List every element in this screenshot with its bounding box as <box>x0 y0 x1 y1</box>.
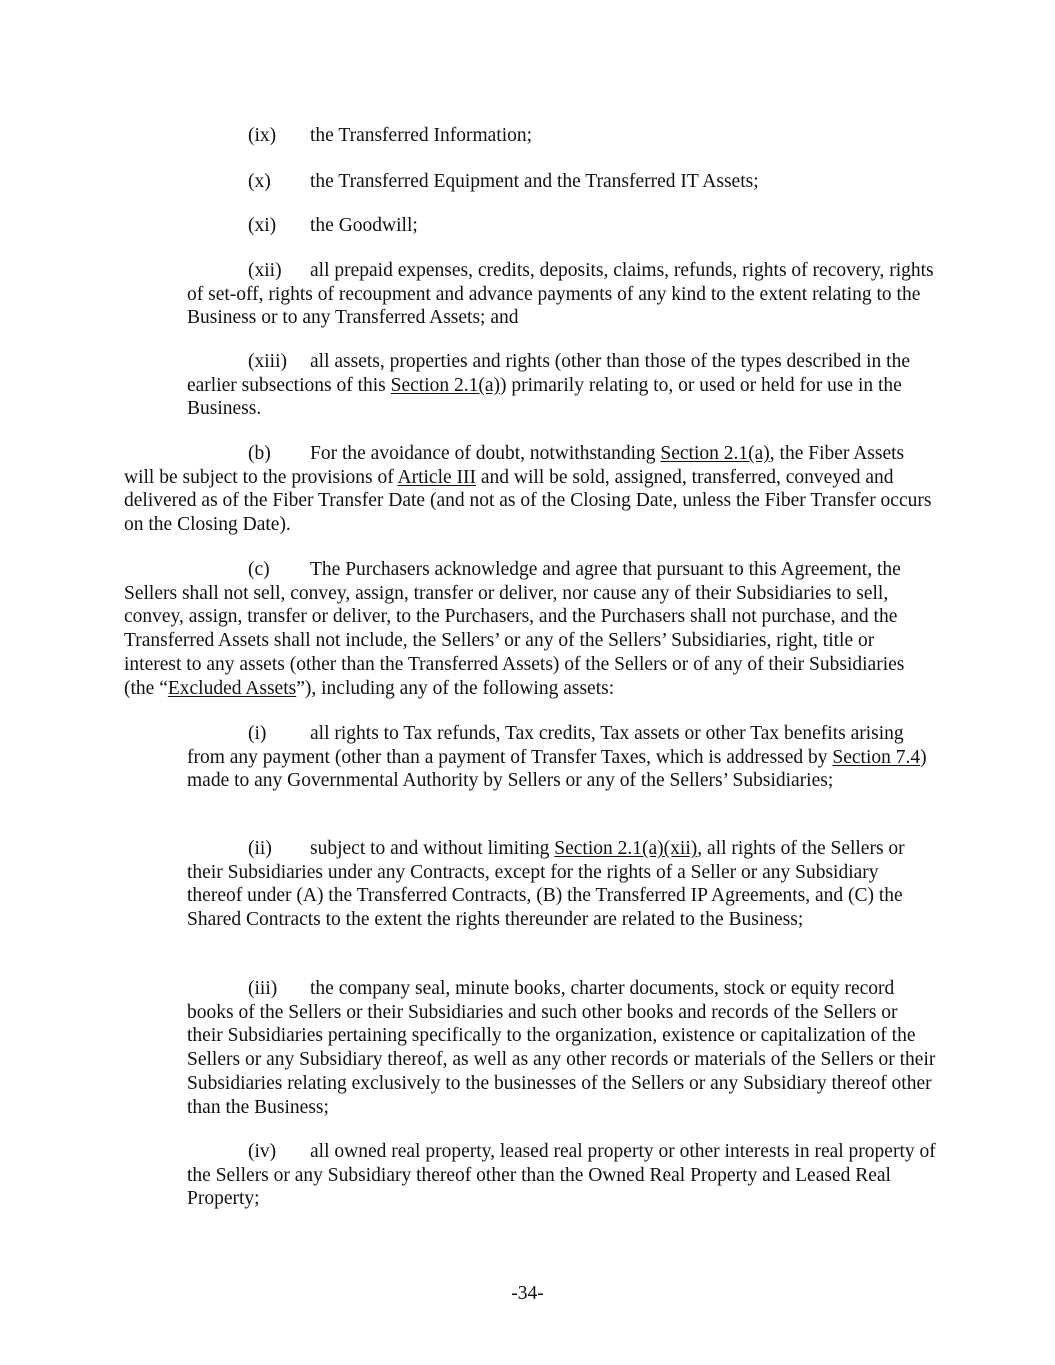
clause-number: (iii) <box>248 978 278 999</box>
defined-term: Excluded Assets <box>167 677 297 699</box>
clause-text: and will be sold, assigned, transferred, conveyed and delivered as of the Fiber Transfer Date (and not as of the Closing Date, unless the Fiber Transfer occurs on the Closing Date). <box>124 466 932 536</box>
clause-number: (x) <box>248 171 271 192</box>
clause-number: (c) <box>248 559 270 580</box>
clause-text: For the avoidance of doubt, notwithstanding <box>310 443 661 464</box>
clause-a-xi <box>187 214 937 238</box>
clause-number: (xi) <box>248 215 277 236</box>
clause-a-ix <box>187 124 937 148</box>
clause-text: subject to and without limiting <box>310 838 555 859</box>
clause-text: the company seal, minute books, charter documents, stock or equity record books of the Sellers or their Subsidiaries and such other books and records of the Sellers or their Subsidiaries pertaining specifically to the organization, existence or capitalization of the Sellers or any Subsidiary thereof, as well as any other records or materials of the Sellers or their Subsidiaries relating exclusively to the businesses of the Sellers or any Subsidiary thereof other than the Business; <box>187 978 936 1118</box>
section-reference: Section 2.1(a) <box>660 443 770 464</box>
clause-text: all rights to Tax refunds, Tax credits, Tax assets or other Tax benefits arising from any payment (other than a payment of Transfer Taxes, which is addressed by <box>187 723 904 768</box>
clause-number: (ii) <box>248 838 272 859</box>
clause-c-i <box>187 722 937 793</box>
clause-text: , all rights of the Sellers or their Subsidiaries under any Contracts, except for the rights of a Seller or any Subsidiary thereof under (A) the Transferred Contracts, (B) the Transferred IP Agreements, and (C) the Shared Contracts to the extent the rights thereunder are related to the Business; <box>187 838 905 931</box>
clause-text: , the Fiber Assets will be subject to the provisions of <box>124 443 905 488</box>
section-reference: Section 7.4 <box>832 746 921 768</box>
clause-text: ”), including any of the following assets: <box>296 677 615 699</box>
clause-text: The Purchasers acknowledge and agree that pursuant to this Agreement, the Sellers shall not sell, convey, assign, transfer or deliver, nor cause any of their Subsidiaries to sell, convey, assign, transfer or deliver, to the Purchasers, and the Purchasers shall not purchase, and the Transferred Assets shall not include, the Sellers’ or any of the Sellers’ Subsidiaries, right, title or interest to any assets (other than the Transferred Assets) of the Sellers or of any of their Subsidiaries (the “ <box>124 559 905 699</box>
clause-text: all prepaid expenses, credits, deposits, claims, refunds, rights of recovery, rights of set-off, rights of recoupment and advance payments of any kind to the extent relating to the Business or to any Transferred Assets; and <box>187 260 934 329</box>
section-reference: Section 2.1(a) <box>390 374 501 396</box>
section-reference: Section 2.1(a)(xii) <box>554 838 698 859</box>
clause-c-iv <box>187 1140 937 1211</box>
clause-a-x <box>187 170 937 194</box>
clause-a-xii <box>187 259 937 330</box>
clause-number: (iv) <box>248 1141 277 1162</box>
clause-text: the Transferred Equipment and the Transferred IT Assets; <box>310 171 759 192</box>
page-number: -34- <box>511 1283 544 1304</box>
clause-number: (xii) <box>248 260 282 281</box>
clause-text: the Goodwill; <box>310 215 418 236</box>
clause-text: all assets, properties and rights (other than those of the types described in the earlier subsections of this <box>187 351 911 396</box>
clause-number: (i) <box>248 723 267 744</box>
clause-number: (b) <box>248 443 271 464</box>
clause-c <box>124 558 936 700</box>
clause-b <box>124 442 936 537</box>
clause-text: the Transferred Information; <box>310 125 533 146</box>
clause-number: (xiii) <box>248 351 287 372</box>
clause-text: all owned real property, leased real property or other interests in real property of the Sellers or any Subsidiary thereof other than the Owned Real Property and Leased Real Property; <box>187 1141 936 1210</box>
clause-number: (ix) <box>248 125 277 146</box>
clause-text: ) primarily relating to, or used or held for use in the Business. <box>187 374 902 420</box>
clause-c-iii <box>187 977 937 1119</box>
article-reference: Article III <box>397 466 477 488</box>
clause-a-xiii <box>187 350 937 421</box>
clause-text: ) made to any Governmental Authority by Sellers or any of the Sellers’ Subsidiaries; <box>187 746 927 792</box>
clause-c-ii <box>187 837 937 932</box>
